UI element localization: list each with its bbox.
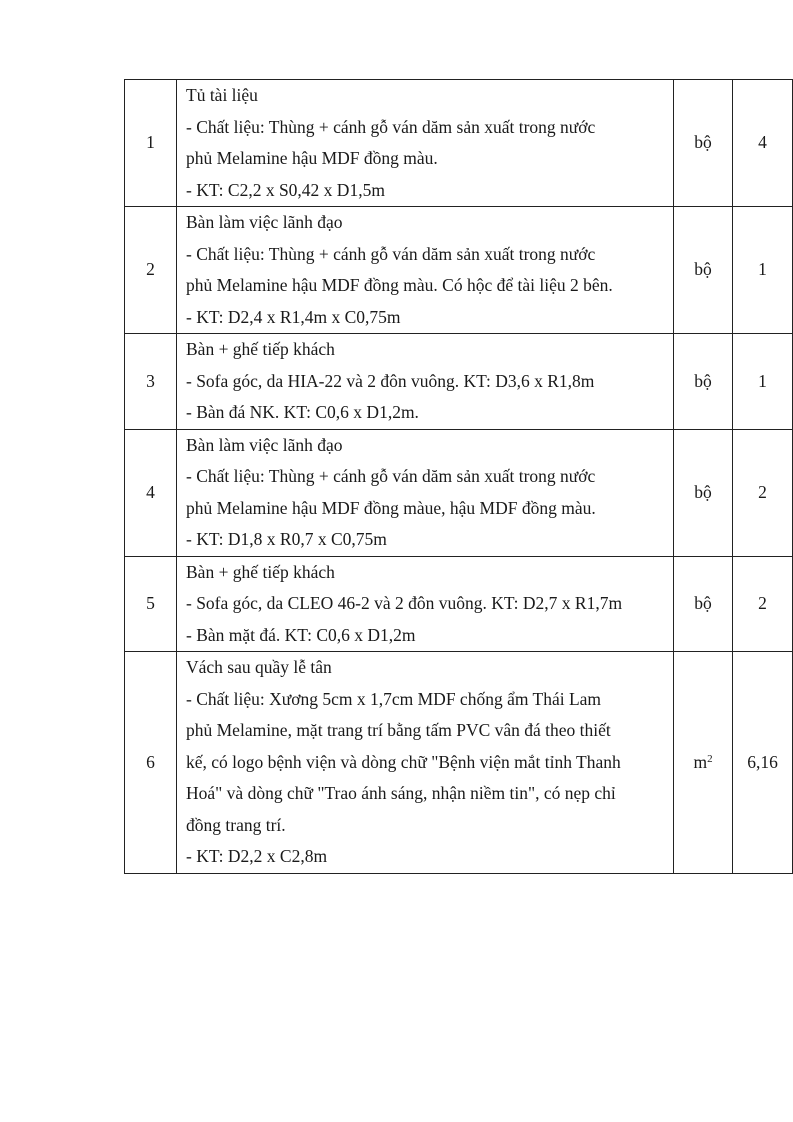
unit-label: m bbox=[693, 751, 708, 772]
row-number: 5 bbox=[125, 556, 177, 652]
row-number: 6 bbox=[125, 652, 177, 874]
unit-label: bộ bbox=[694, 259, 712, 280]
item-unit bbox=[674, 80, 733, 207]
item-unit bbox=[674, 556, 733, 652]
item-description bbox=[177, 80, 674, 207]
item-unit bbox=[674, 207, 733, 334]
unit-label: bộ bbox=[694, 481, 712, 502]
description-line: phủ Melamine hậu MDF đồng màue, hậu MDF đồng màu. bbox=[186, 497, 596, 518]
unit-label: bộ bbox=[694, 370, 712, 391]
item-unit bbox=[674, 429, 733, 556]
description-line: Bàn làm việc lãnh đạo bbox=[186, 212, 343, 232]
item-description bbox=[177, 652, 674, 874]
description-line: - Chất liệu: Thùng + cánh gỗ ván dăm sản xuất trong nước bbox=[186, 466, 596, 486]
row-number: 2 bbox=[125, 207, 177, 334]
item-quantity: 1 bbox=[733, 334, 793, 430]
description-line: - KT: D1,8 x R0,7 x C0,75m bbox=[186, 529, 387, 549]
description-line: kế, có logo bệnh viện và dòng chữ "Bệnh viện mắt tỉnh Thanh bbox=[186, 751, 621, 772]
item-description bbox=[177, 556, 674, 652]
item-unit bbox=[674, 652, 733, 874]
description-line: Bàn + ghế tiếp khách bbox=[186, 339, 335, 359]
item-description bbox=[177, 207, 674, 334]
table-row bbox=[125, 652, 793, 874]
item-description bbox=[177, 334, 674, 430]
item-quantity: 6,16 bbox=[733, 652, 793, 874]
description-line: Bàn làm việc lãnh đạo bbox=[186, 434, 343, 455]
row-number: 3 bbox=[125, 334, 177, 430]
row-number: 1 bbox=[125, 80, 177, 207]
description-line: - Chất liệu: Xương 5cm x 1,7cm MDF chống ẩm Thái Lam bbox=[186, 688, 602, 709]
table-row bbox=[125, 80, 793, 207]
item-quantity: 2 bbox=[733, 429, 793, 556]
table-row bbox=[125, 334, 793, 430]
table-row bbox=[125, 429, 793, 556]
description-line: - Chất liệu: Thùng + cánh gỗ ván dăm sản xuất trong nước bbox=[186, 116, 596, 137]
items-table-body bbox=[125, 80, 793, 874]
items-table bbox=[124, 79, 793, 874]
description-line: - Sofa góc, da HIA-22 và 2 đôn vuông. KT: D3,6 x R1,8m bbox=[186, 370, 595, 391]
unit-label: bộ bbox=[694, 132, 712, 153]
description-line: Vách sau quầy lễ tân bbox=[186, 657, 332, 677]
unit-label: bộ bbox=[694, 593, 712, 613]
description-line: - Bàn đá NK. KT: C0,6 x D1,2m. bbox=[186, 402, 419, 422]
unit-superscript: 2 bbox=[707, 752, 713, 765]
description-line: - KT: D2,4 x R1,4m x C0,75m bbox=[186, 306, 401, 327]
row-number: 4 bbox=[125, 429, 177, 556]
item-quantity: 4 bbox=[733, 80, 793, 207]
description-line: - Sofa góc, da CLEO 46-2 và 2 đôn vuông. KT: D2,7 x R1,7m bbox=[186, 593, 623, 613]
description-line: đồng trang trí. bbox=[186, 814, 286, 835]
description-line: - Bàn mặt đá. KT: C0,6 x D1,2m bbox=[186, 624, 416, 645]
item-quantity: 2 bbox=[733, 556, 793, 652]
table-row bbox=[125, 556, 793, 652]
description-line: Tủ tài liệu bbox=[186, 85, 258, 105]
description-line: - Chất liệu: Thùng + cánh gỗ ván dăm sản xuất trong nước bbox=[186, 243, 596, 264]
description-line: - KT: C2,2 x S0,42 x D1,5m bbox=[186, 179, 385, 200]
description-line: phủ Melamine hậu MDF đồng màu. bbox=[186, 148, 438, 168]
description-line: Hoá" và dòng chữ "Trao ánh sáng, nhận niềm tin", có nẹp chỉ bbox=[186, 783, 616, 803]
table-row bbox=[125, 207, 793, 334]
item-quantity: 1 bbox=[733, 207, 793, 334]
description-line: Bàn + ghế tiếp khách bbox=[186, 561, 335, 582]
item-unit bbox=[674, 334, 733, 430]
description-line: phủ Melamine, mặt trang trí bằng tấm PVC vân đá theo thiết bbox=[186, 720, 611, 740]
description-line: - KT: D2,2 x C2,8m bbox=[186, 846, 328, 866]
item-description bbox=[177, 429, 674, 556]
description-line: phủ Melamine hậu MDF đồng màu. Có hộc để tài liệu 2 bên. bbox=[186, 275, 613, 295]
